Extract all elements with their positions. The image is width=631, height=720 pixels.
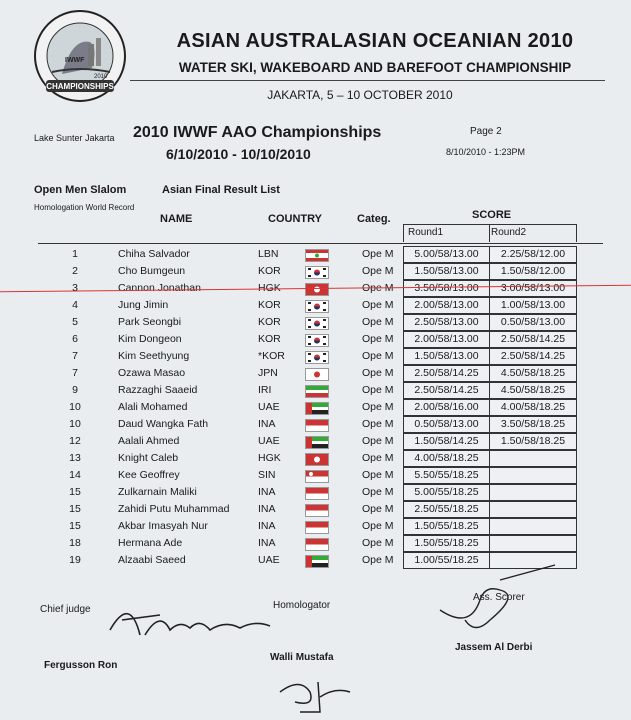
flag-icon — [305, 402, 329, 415]
flag-icon — [305, 300, 329, 313]
round1-score: 1.50/55/18.25 — [403, 535, 490, 552]
rank-cell: 12 — [69, 435, 81, 447]
round1-score: 2.50/58/13.00 — [403, 314, 490, 331]
page-number: Page 2 — [470, 126, 502, 137]
athlete-name: Kim Dongeon — [118, 333, 182, 345]
rank-cell: 14 — [69, 469, 81, 481]
round2-score: 2.50/58/14.25 — [489, 331, 577, 348]
country-code: LBN — [258, 248, 279, 260]
rank-cell: 15 — [69, 486, 81, 498]
flag-icon — [305, 453, 329, 466]
country-code: INA — [258, 486, 276, 498]
logo-year: 2010 — [94, 74, 108, 80]
round2-score — [489, 535, 577, 552]
event-title: 2010 IWWF AAO Championships — [133, 124, 382, 141]
scorer-label: Ass. Scorer — [473, 592, 525, 603]
round2-score — [489, 501, 577, 518]
scorer-name: Jassem Al Derbi — [455, 642, 533, 653]
category-cell: Ope M — [362, 299, 394, 311]
round1-score: 4.00/58/18.25 — [403, 450, 490, 467]
col-header-round2: Round2 — [491, 227, 527, 238]
category-cell: Ope M — [362, 248, 394, 260]
flag-icon — [305, 555, 329, 568]
homologator-signature — [270, 672, 360, 717]
homologation-note: Homologation World Record — [34, 203, 135, 212]
flag-icon — [305, 385, 329, 398]
flag-icon — [305, 283, 329, 296]
rank-cell: 18 — [69, 537, 81, 549]
rank-cell: 10 — [69, 418, 81, 430]
athlete-name: Razzaghi Saaeid — [118, 384, 198, 396]
round2-score: 4.50/58/18.25 — [489, 365, 577, 382]
round2-score: 0.50/58/13.00 — [489, 314, 577, 331]
rank-cell: 15 — [69, 520, 81, 532]
athlete-name: Jung Jimin — [118, 299, 169, 311]
category-cell: Ope M — [362, 350, 394, 362]
logo-banner: CHAMPIONSHIPS — [46, 82, 114, 91]
col-header-round1: Round1 — [408, 227, 444, 238]
rank-cell: 10 — [69, 401, 81, 413]
athlete-name: Alzaabi Saeed — [118, 554, 186, 566]
round1-score: 1.50/58/13.00 — [403, 263, 490, 280]
document-subtitle: WATER SKI, WAKEBOARD AND BAREFOOT CHAMPIONSHIP — [178, 60, 572, 75]
scorer-signature — [430, 560, 560, 650]
athlete-name: Ozawa Masao — [118, 367, 186, 379]
rank-cell: 1 — [72, 248, 78, 260]
country-code: UAE — [258, 435, 280, 447]
round2-score: 4.00/58/18.25 — [489, 399, 577, 416]
country-code: KOR — [258, 265, 281, 277]
round1-score: 1.50/55/18.25 — [403, 518, 490, 535]
list-title: Asian Final Result List — [162, 184, 280, 196]
col-header-name: NAME — [160, 213, 193, 225]
rank-cell: 15 — [69, 503, 81, 515]
table-header-rule — [38, 243, 603, 244]
category-cell: Ope M — [362, 384, 394, 396]
rank-cell: 3 — [72, 282, 78, 294]
country-code: INA — [258, 537, 276, 549]
rank-cell: 13 — [69, 452, 81, 464]
country-code: UAE — [258, 554, 280, 566]
athlete-name: Kim Seethyung — [118, 350, 190, 362]
round1-score: 0.50/58/13.00 — [403, 416, 490, 433]
rank-cell: 19 — [69, 554, 81, 566]
round1-score: 2.50/58/14.25 — [403, 365, 490, 382]
round2-score: 1.50/58/12.00 — [489, 263, 577, 280]
flag-icon — [305, 436, 329, 449]
round1-score: 5.00/55/18.25 — [403, 484, 490, 501]
athlete-name: Knight Caleb — [118, 452, 179, 464]
category-cell: Ope M — [362, 367, 394, 379]
athlete-name: Chiha Salvador — [118, 248, 190, 260]
flag-icon — [305, 368, 329, 381]
round2-score — [489, 450, 577, 467]
category-cell: Ope M — [362, 520, 394, 532]
round1-score: 1.00/55/18.25 — [403, 552, 490, 569]
round2-score — [489, 484, 577, 501]
country-code: KOR — [258, 299, 281, 311]
rank-cell: 9 — [72, 384, 78, 396]
round2-score: 1.00/58/13.00 — [489, 297, 577, 314]
flag-icon — [305, 504, 329, 517]
homologator-label: Homologator — [273, 600, 331, 611]
athlete-name: Kee Geoffrey — [118, 469, 180, 481]
rank-cell: 2 — [72, 265, 78, 277]
round1-score: 5.50/55/18.25 — [403, 467, 490, 484]
category-cell: Ope M — [362, 435, 394, 447]
championship-logo — [32, 8, 128, 104]
flag-icon — [305, 266, 329, 279]
category-cell: Ope M — [362, 316, 394, 328]
category-cell: Ope M — [362, 452, 394, 464]
flag-icon — [305, 334, 329, 347]
round2-score: 3.50/58/18.25 — [489, 416, 577, 433]
round-header-split — [489, 224, 490, 242]
flag-icon — [305, 521, 329, 534]
category-cell: Ope M — [362, 265, 394, 277]
event-dates: 6/10/2010 - 10/10/2010 — [166, 146, 311, 162]
rank-cell: 7 — [72, 350, 78, 362]
category-cell: Ope M — [362, 554, 394, 566]
athlete-name: Zulkarnain Maliki — [118, 486, 197, 498]
country-code: INA — [258, 520, 276, 532]
round2-score: 3.00/58/13.00 — [489, 280, 577, 297]
round2-score: 1.50/58/18.25 — [489, 433, 577, 450]
venue: Lake Sunter Jakarta — [34, 133, 115, 143]
flag-icon — [305, 538, 329, 551]
category-cell: Ope M — [362, 282, 394, 294]
athlete-name: Cannon Jonathan — [118, 282, 201, 294]
round1-score: 3.50/58/13.00 — [403, 280, 490, 297]
round1-score: 2.00/58/13.00 — [403, 331, 490, 348]
flag-icon — [305, 317, 329, 330]
chief-judge-signature — [100, 590, 280, 650]
category-cell: Ope M — [362, 401, 394, 413]
round1-score: 2.50/55/18.25 — [403, 501, 490, 518]
round1-score: 5.00/58/13.00 — [403, 246, 490, 263]
col-header-category: Categ. — [357, 213, 391, 225]
chief-judge-name: Fergusson Ron — [44, 660, 118, 671]
category-cell: Ope M — [362, 503, 394, 515]
athlete-name: Alali Mohamed — [118, 401, 188, 413]
rank-cell: 4 — [72, 299, 78, 311]
country-code: JPN — [258, 367, 278, 379]
round2-score — [489, 467, 577, 484]
round2-score: 2.50/58/14.25 — [489, 348, 577, 365]
category-cell: Ope M — [362, 537, 394, 549]
round2-score — [489, 518, 577, 535]
athlete-name: Hermana Ade — [118, 537, 183, 549]
document-title: ASIAN AUSTRALASIAN OCEANIAN 2010 — [176, 30, 574, 52]
country-code: KOR — [258, 316, 281, 328]
country-code: INA — [258, 418, 276, 430]
round1-score: 1.50/58/14.25 — [403, 433, 490, 450]
chief-judge-label: Chief judge — [40, 604, 91, 615]
round1-score: 1.50/58/13.00 — [403, 348, 490, 365]
rank-cell: 5 — [72, 316, 78, 328]
country-code: INA — [258, 503, 276, 515]
flag-icon — [305, 419, 329, 432]
athlete-name: Cho Bumgeun — [118, 265, 186, 277]
country-code: UAE — [258, 401, 280, 413]
athlete-name: Park Seongbi — [118, 316, 182, 328]
flag-icon — [305, 351, 329, 364]
country-code: IRI — [258, 384, 272, 396]
timestamp: 8/10/2010 - 1:23PM — [446, 147, 526, 157]
round2-score: 2.25/58/12.00 — [489, 246, 577, 263]
round1-score: 2.00/58/16.00 — [403, 399, 490, 416]
round1-score: 2.00/58/13.00 — [403, 297, 490, 314]
athlete-name: Zahidi Putu Muhammad — [118, 503, 230, 515]
category-cell: Ope M — [362, 333, 394, 345]
col-header-score: SCORE — [472, 209, 512, 221]
athlete-name: Aalali Ahmed — [118, 435, 180, 447]
col-header-country: COUNTRY — [268, 213, 322, 225]
logo-iwwf: IWWF — [65, 57, 85, 64]
location-date: JAKARTA, 5 – 10 OCTOBER 2010 — [267, 88, 453, 102]
homologator-name: Walli Mustafa — [270, 652, 334, 663]
country-code: KOR — [258, 333, 281, 345]
rank-cell: 7 — [72, 367, 78, 379]
country-code: HGK — [258, 452, 281, 464]
category-cell: Ope M — [362, 418, 394, 430]
category-cell: Ope M — [362, 486, 394, 498]
country-code: *KOR — [258, 350, 285, 362]
header-divider — [130, 80, 605, 81]
round-header-box — [403, 224, 577, 242]
country-code: SIN — [258, 469, 276, 481]
category-cell: Ope M — [362, 469, 394, 481]
rank-cell: 6 — [72, 333, 78, 345]
flag-icon — [305, 249, 329, 262]
athlete-name: Akbar Imasyah Nur — [118, 520, 208, 532]
round1-score: 2.50/58/14.25 — [403, 382, 490, 399]
flag-icon — [305, 470, 329, 483]
event-name: Open Men Slalom — [34, 184, 127, 196]
flag-icon — [305, 487, 329, 500]
round2-score: 4.50/58/18.25 — [489, 382, 577, 399]
athlete-name: Daud Wangka Fath — [118, 418, 209, 430]
country-code: HGK — [258, 282, 281, 294]
